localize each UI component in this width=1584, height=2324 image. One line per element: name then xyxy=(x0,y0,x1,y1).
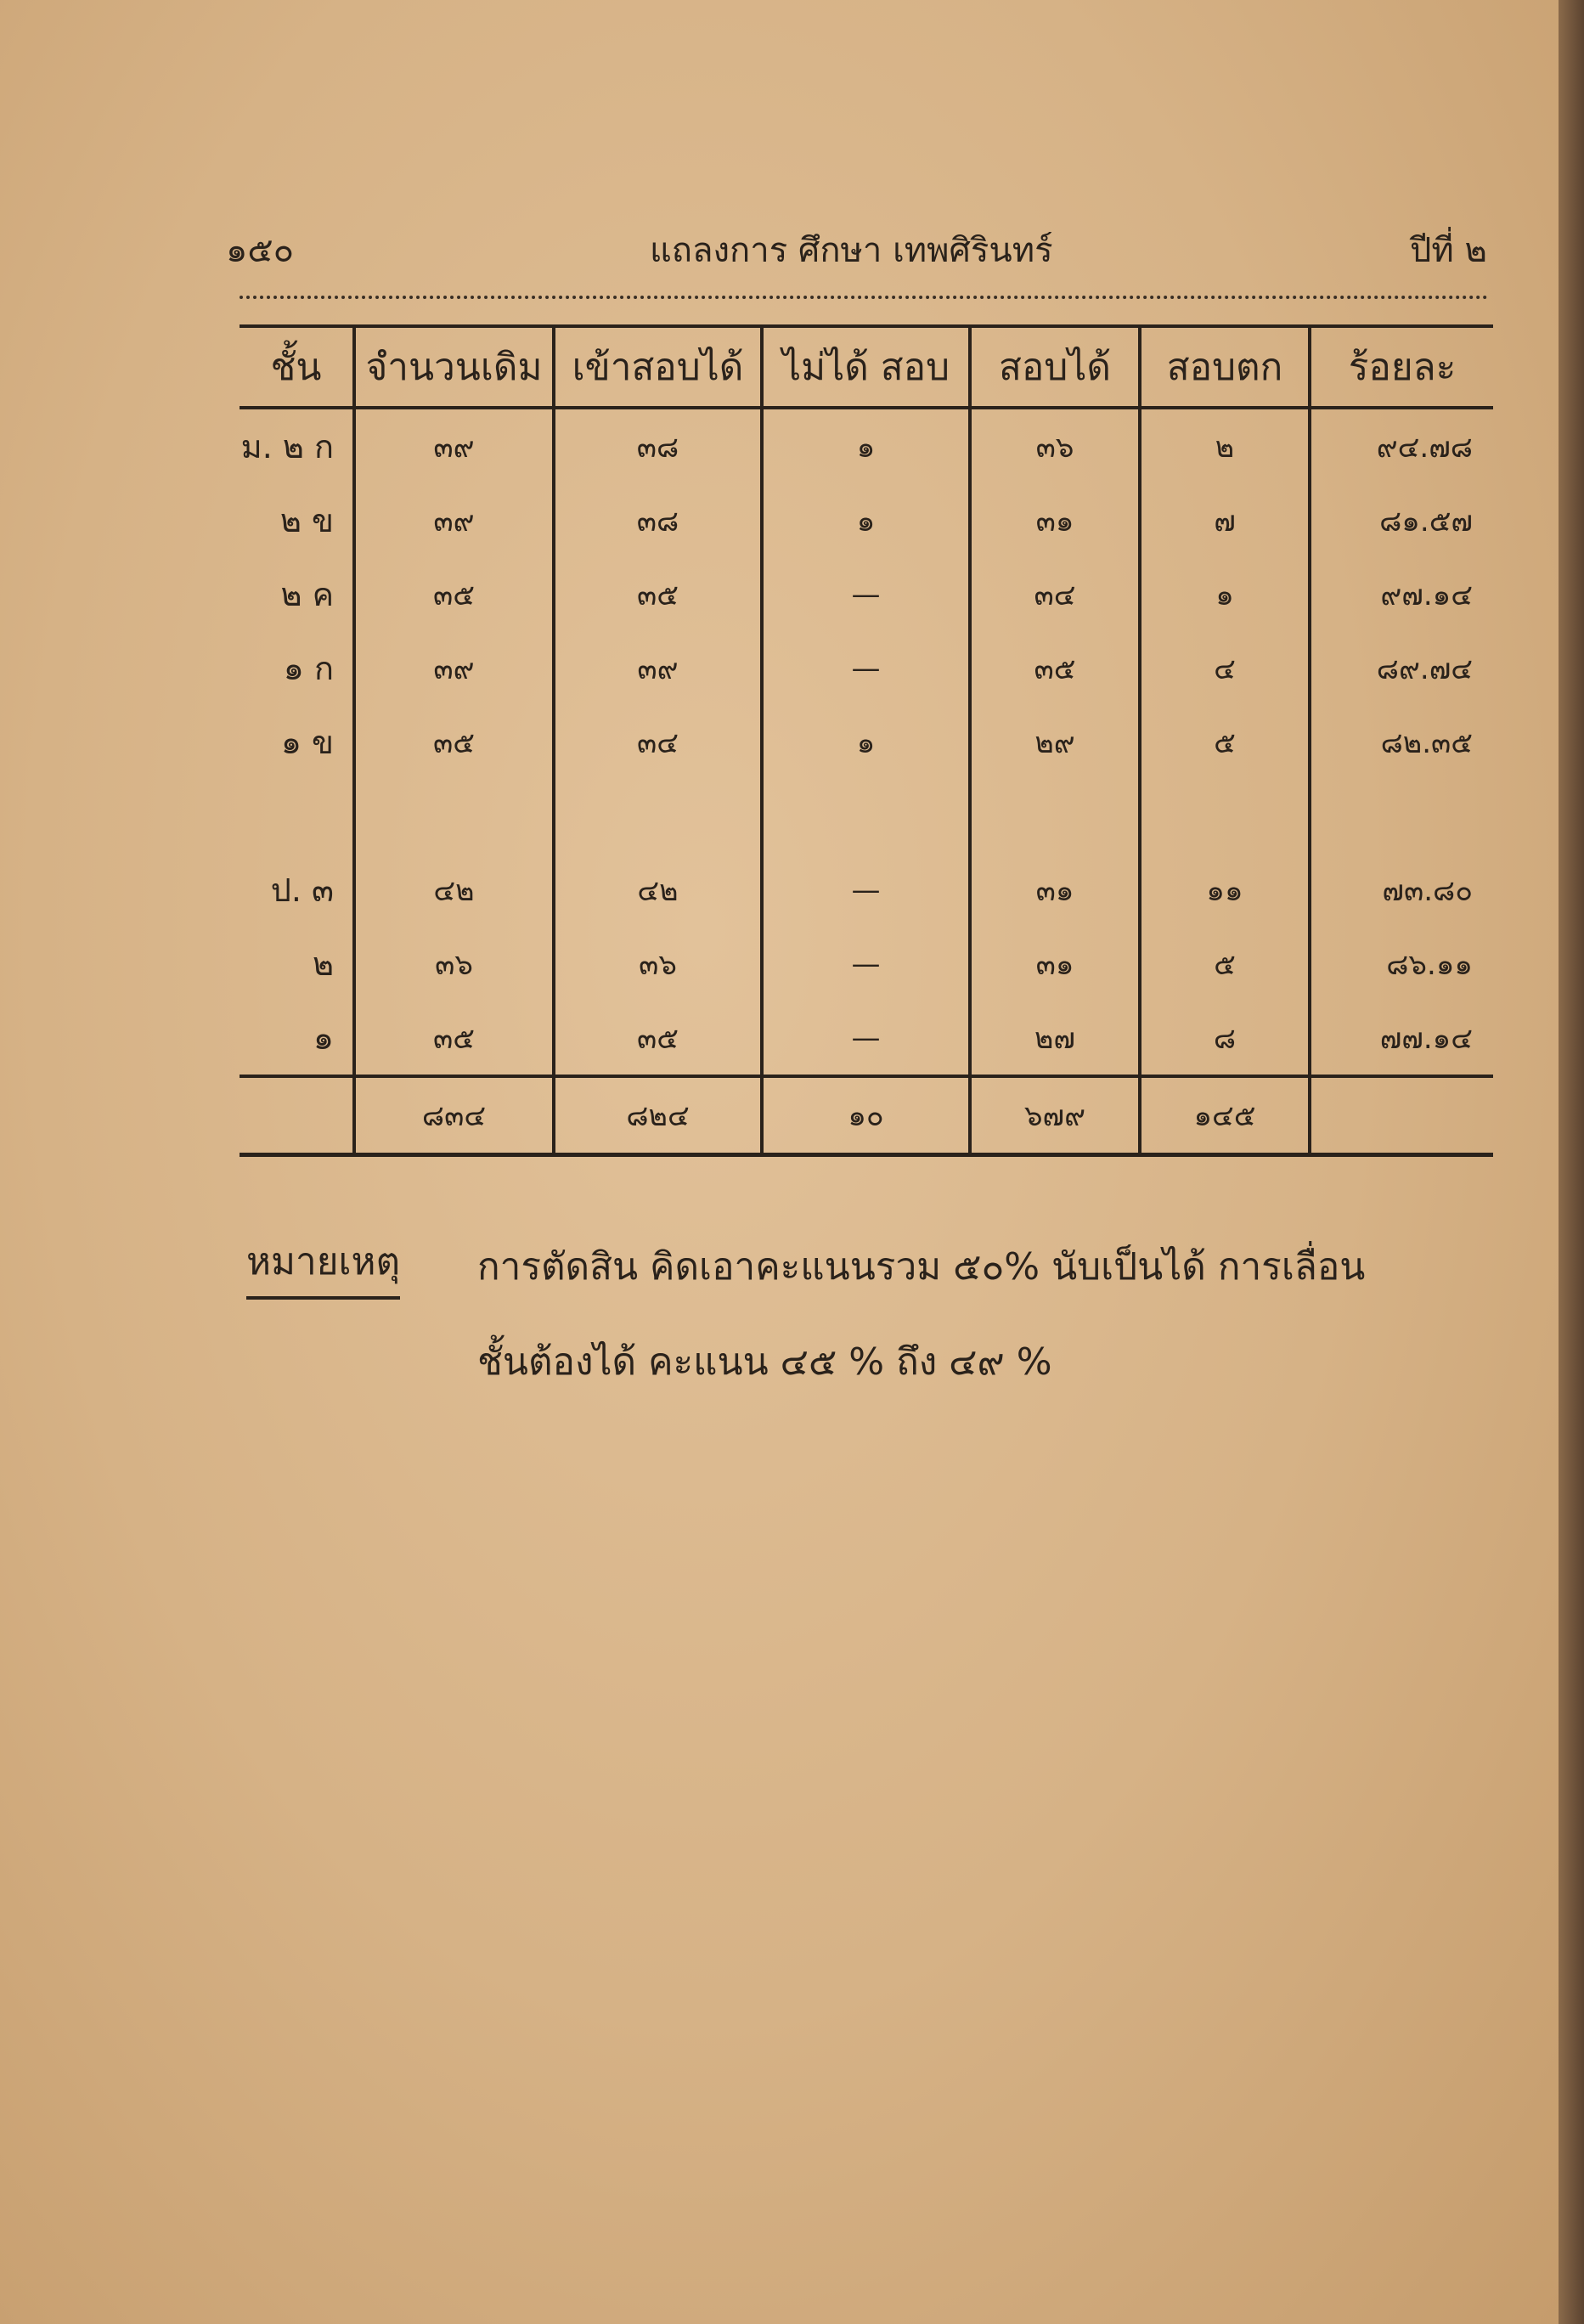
spacer-cell xyxy=(970,779,1140,853)
table-row xyxy=(240,557,1493,631)
percent-cell: ๗๓.๘๐ xyxy=(1310,853,1493,927)
dotted-divider xyxy=(240,296,1488,299)
percent-cell: ๘๙.๗๔ xyxy=(1310,631,1493,705)
column-header-sat-exam: เข้าสอบได้ xyxy=(554,326,762,408)
failed-cell: ๑๑ xyxy=(1140,853,1310,927)
percent-cell: ๗๗.๑๔ xyxy=(1310,1001,1493,1076)
failed-cell: ๗ xyxy=(1140,483,1310,557)
page-number: ๑๕๐ xyxy=(226,231,295,270)
passed-cell: ๒๙ xyxy=(970,705,1140,779)
spacer-cell xyxy=(554,779,762,853)
column-header-original-count: จำนวนเดิม xyxy=(354,326,554,408)
failed-cell: ๘ xyxy=(1140,1001,1310,1076)
note-label: หมายเหตุ xyxy=(246,1232,400,1300)
spacer-cell xyxy=(1140,779,1310,853)
table-row xyxy=(240,853,1493,927)
column-header-passed: สอบได้ xyxy=(970,326,1140,408)
class-cell: ๒ ข xyxy=(279,502,334,539)
total-failed: ๑๔๕ xyxy=(1140,1076,1310,1155)
passed-cell: ๓๑ xyxy=(970,853,1140,927)
original-count-cell: ๓๖ xyxy=(354,927,554,1001)
original-count-cell: ๓๕ xyxy=(354,1001,554,1076)
absent-cell: ๑ xyxy=(762,483,970,557)
percent-cell: ๘๖.๑๑ xyxy=(1310,927,1493,1001)
table-header-row xyxy=(240,326,1493,408)
total-passed: ๖๗๙ xyxy=(970,1076,1140,1155)
total-percent xyxy=(1310,1076,1493,1155)
page-header xyxy=(0,223,1559,274)
absent-cell: — xyxy=(762,631,970,705)
spacer-cell xyxy=(762,779,970,853)
sat-exam-cell: ๓๙ xyxy=(554,631,762,705)
absent-cell: ๑ xyxy=(762,408,970,483)
book-spine xyxy=(1559,0,1584,2324)
year-label: ปีที่ ๒ xyxy=(1410,231,1487,270)
passed-cell: ๓๕ xyxy=(970,631,1140,705)
note-text-line-1: การตัดสิน คิดเอาคะแนนรวม ๕๐% นับเป็นได้ การเลื่อน xyxy=(477,1245,1366,1289)
absent-cell: ๑ xyxy=(762,705,970,779)
sat-exam-cell: ๓๘ xyxy=(554,483,762,557)
failed-cell: ๕ xyxy=(1140,705,1310,779)
passed-cell: ๓๑ xyxy=(970,927,1140,1001)
running-title: แถลงการ ศึกษา เทพศิรินทร์ xyxy=(650,231,1053,270)
table-spacer-row xyxy=(240,779,1493,853)
original-count-cell: ๓๙ xyxy=(354,408,554,483)
failed-cell: ๕ xyxy=(1140,927,1310,1001)
total-row xyxy=(240,1076,1493,1155)
original-count-cell: ๓๕ xyxy=(354,705,554,779)
absent-cell: — xyxy=(762,1001,970,1076)
table-row xyxy=(240,483,1493,557)
total-sat-exam: ๘๒๔ xyxy=(554,1076,762,1155)
exam-results-table xyxy=(240,324,1493,1157)
absent-cell: — xyxy=(762,557,970,631)
original-count-cell: ๓๙ xyxy=(354,631,554,705)
class-cell: ๒ ค xyxy=(280,576,334,613)
passed-cell: ๓๑ xyxy=(970,483,1140,557)
original-count-cell: ๔๒ xyxy=(354,853,554,927)
sat-exam-cell: ๔๒ xyxy=(554,853,762,927)
column-header-class: ชั้น xyxy=(240,326,354,408)
table-row xyxy=(240,705,1493,779)
passed-cell: ๓๖ xyxy=(970,408,1140,483)
sat-exam-cell: ๓๕ xyxy=(554,557,762,631)
column-header-failed: สอบตก xyxy=(1140,326,1310,408)
class-cell: ม. ๒ ก xyxy=(240,428,334,465)
failed-cell: ๔ xyxy=(1140,631,1310,705)
sat-exam-cell: ๓๔ xyxy=(554,705,762,779)
note-text-line-2: ชั้นต้องได้ คะแนน ๔๕ % ถึง ๔๙ % xyxy=(477,1340,1052,1384)
percent-cell: ๙๔.๗๘ xyxy=(1310,408,1493,483)
percent-cell: ๘๒.๓๕ xyxy=(1310,705,1493,779)
column-header-absent: ไม่ได้ สอบ xyxy=(762,326,970,408)
failed-cell: ๒ xyxy=(1140,408,1310,483)
class-cell: ๑ xyxy=(313,1019,334,1057)
total-original-count: ๘๓๔ xyxy=(354,1076,554,1155)
spacer-cell xyxy=(240,779,354,853)
column-header-percent: ร้อยละ xyxy=(1310,326,1493,408)
class-cell: ๒ xyxy=(312,945,334,983)
original-count-cell: ๓๙ xyxy=(354,483,554,557)
failed-cell: ๑ xyxy=(1140,557,1310,631)
table-row xyxy=(240,408,1493,483)
spacer-cell xyxy=(1310,779,1493,853)
passed-cell: ๓๔ xyxy=(970,557,1140,631)
original-count-cell: ๓๕ xyxy=(354,557,554,631)
table-row xyxy=(240,631,1493,705)
class-cell: ป. ๓ xyxy=(270,872,334,909)
passed-cell: ๒๗ xyxy=(970,1001,1140,1076)
sat-exam-cell: ๓๕ xyxy=(554,1001,762,1076)
sat-exam-cell: ๓๖ xyxy=(554,927,762,1001)
absent-cell: — xyxy=(762,927,970,1001)
table-row xyxy=(240,927,1493,1001)
percent-cell: ๘๑.๕๗ xyxy=(1310,483,1493,557)
table-row xyxy=(240,1001,1493,1076)
total-absent: ๑๐ xyxy=(762,1076,970,1155)
absent-cell: — xyxy=(762,853,970,927)
class-cell: ๑ ข xyxy=(280,724,334,761)
percent-cell: ๙๗.๑๔ xyxy=(1310,557,1493,631)
class-cell: ๑ ก xyxy=(283,650,334,687)
spacer-cell xyxy=(354,779,554,853)
total-label-cell xyxy=(240,1076,354,1155)
sat-exam-cell: ๓๘ xyxy=(554,408,762,483)
